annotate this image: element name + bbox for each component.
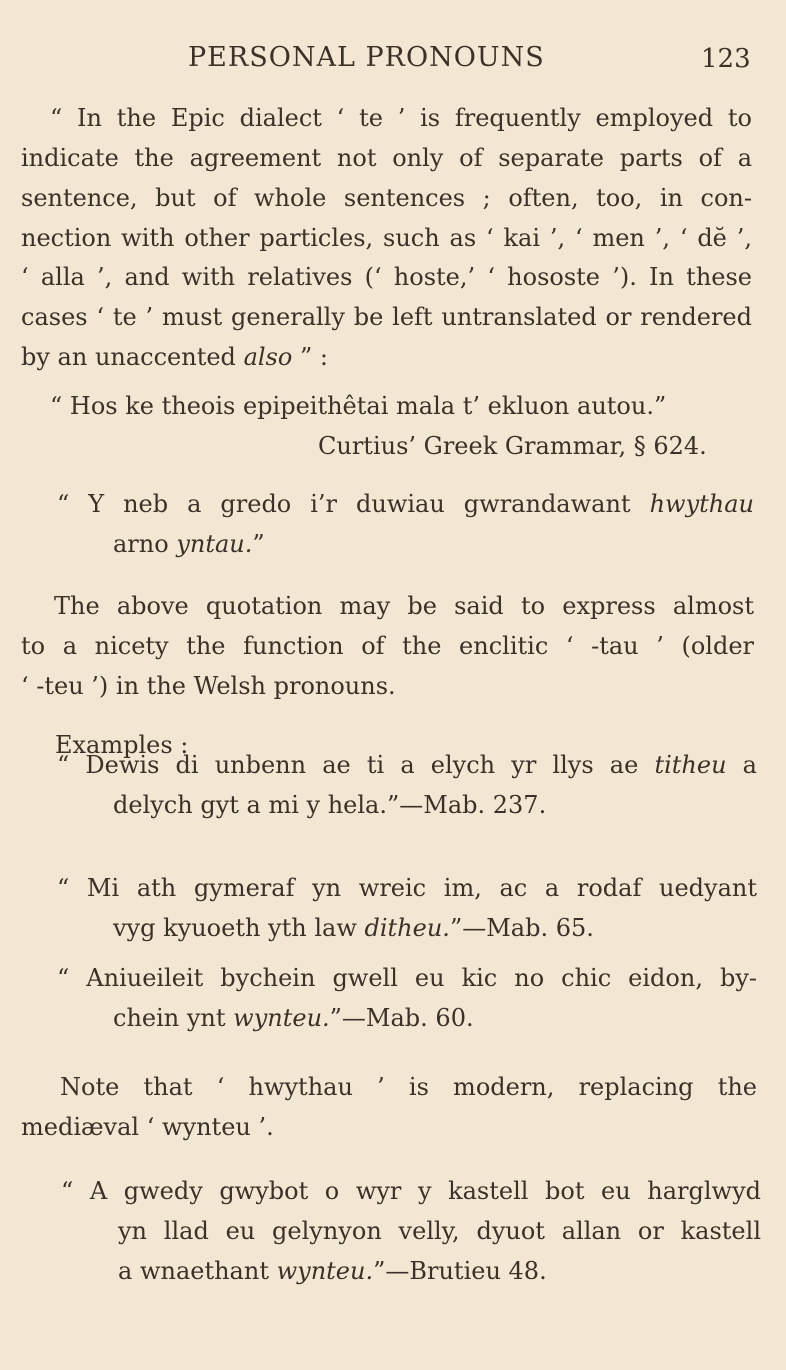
text-run: by an unaccented (21, 343, 244, 371)
text-line (113, 911, 594, 945)
text-line: “ Aniueileit bychein gwell eu kic no chic eidon, by- (57, 964, 757, 992)
examples-label: Examples : (55, 731, 189, 759)
text-run: “ Dewis di unbenn ae ti a elych yr llys ae (57, 751, 655, 779)
text-line: Note that ‘ hwythau ’ is modern, replacing the (60, 1073, 757, 1101)
running-header (0, 38, 786, 82)
text-line: indicate the agreement not only of separate parts of a (21, 144, 752, 172)
text-run: chein ynt (113, 1004, 234, 1032)
text-run: arno (113, 530, 177, 558)
text-line: ‘ alla ’, and with relatives (‘ hoste,’ ‘ hososte ’). In these (21, 263, 752, 291)
italic-word: yntau. (176, 530, 253, 558)
text-run: ”—Brutieu 48. (373, 1257, 547, 1285)
italic-word: ditheu. (364, 914, 450, 942)
text-line: ‘ -teu ’) in the Welsh pronouns. (21, 672, 396, 700)
text-line (57, 748, 757, 782)
italic-word: titheu (654, 751, 727, 779)
text-line: yn llad eu gelynyon velly, dyuot allan or kastell (118, 1217, 761, 1245)
text-run: a wnaethant (118, 1257, 277, 1285)
text-line (113, 1001, 474, 1035)
text-line (113, 527, 265, 561)
italic-word: hwythau (649, 490, 754, 518)
page-number: 123 (701, 44, 751, 74)
italic-word: wynteu. (233, 1004, 330, 1032)
text-line: delych gyt a mi y hela.”—Mab. 237. (113, 791, 547, 819)
text-line: cases ‘ te ’ must generally be left untranslated or rendered (21, 303, 752, 331)
text-line: sentence, but of whole sentences ; often, too, in con- (21, 184, 752, 212)
text-run: ”—Mab. 65. (449, 914, 594, 942)
quotation-source: Curtius’ Greek Grammar, § 624. (318, 432, 707, 460)
text-run: a (726, 751, 757, 779)
text-run: vyg kyuoeth yth law (113, 914, 365, 942)
text-line (118, 1254, 547, 1288)
text-line: nection with other particles, such as ‘ kai ’, ‘ men ’, ‘ dĕ ’, (21, 224, 752, 252)
text-line: to a nicety the function of the enclitic ‘ -tau ’ (older (21, 632, 754, 660)
text-line (57, 487, 754, 521)
text-line: “ In the Epic dialect ‘ te ’ is frequently employed to (50, 104, 752, 132)
italic-word: also (243, 343, 293, 371)
text-line: The above quotation may be said to express almost (54, 592, 754, 620)
quotation-line: “ Hos ke theois epipeithêtai mala t’ ekluon autou.” (50, 392, 667, 420)
italic-word: wynteu. (276, 1257, 374, 1285)
text-line (21, 340, 328, 374)
running-head-title: PERSONAL PRONOUNS (188, 42, 545, 73)
text-line: “ A gwedy gwybot o wyr y kastell bot eu harglwyd (61, 1177, 761, 1205)
text-line: “ Mi ath gymeraf yn wreic im, ac a rodaf uedyant (57, 874, 757, 902)
text-run: ”—Mab. 60. (329, 1004, 474, 1032)
text-line: mediæval ‘ wynteu ’. (21, 1113, 274, 1141)
text-run: “ Y neb a gredo i’r duwiau gwrandawant (57, 490, 650, 518)
text-run: ” : (292, 343, 328, 371)
text-run: ” (252, 530, 265, 558)
